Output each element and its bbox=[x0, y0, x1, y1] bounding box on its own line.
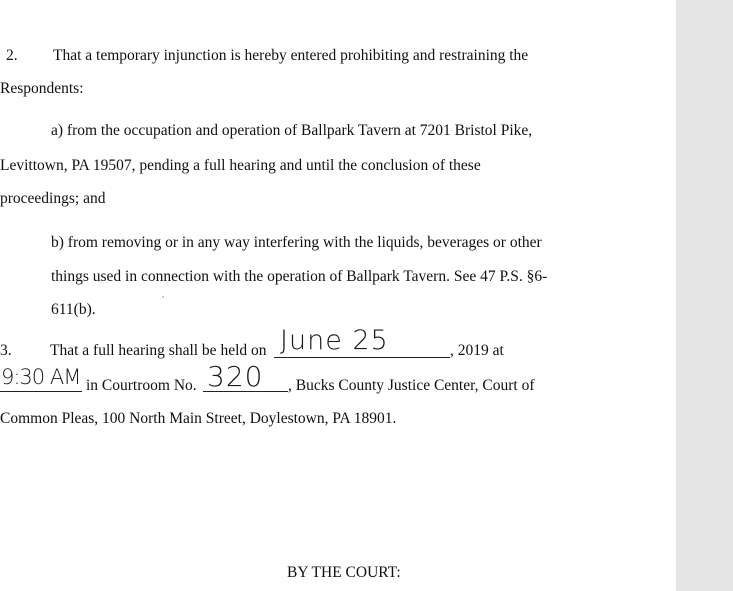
item-3-line-1-text: That a full hearing shall be held on bbox=[50, 342, 267, 359]
date-blank-underline bbox=[274, 357, 450, 358]
handwritten-hearing-date: June 25 bbox=[280, 325, 389, 356]
item-3-line-2-location: , Bucks County Justice Center, Court of bbox=[288, 377, 535, 394]
item-2a-line-1: a) from the occupation and operation of Ballpark Tavern at 7201 Bristol Pike, bbox=[51, 122, 533, 139]
item-2a-line-2: Levittown, PA 19507, pending a full hearing and until the conclusion of these bbox=[0, 157, 481, 174]
item-3-courtroom-label: in Courtroom No. bbox=[86, 377, 197, 394]
item-2a-line-3: proceedings; and bbox=[0, 190, 106, 207]
comment-margin-pane bbox=[676, 0, 733, 591]
item-3-number: 3. bbox=[0, 342, 12, 359]
item-2b-line-3: 611(b). bbox=[51, 301, 96, 318]
scan-speck bbox=[162, 296, 164, 298]
item-2b-line-1: b) from removing or in any way interfering with the liquids, beverages or other bbox=[51, 234, 542, 251]
item-2-line-2: Respondents: bbox=[0, 80, 84, 97]
handwritten-courtroom-number: 320 bbox=[207, 360, 264, 393]
time-blank-underline bbox=[0, 391, 82, 392]
item-3-line-3: Common Pleas, 100 North Main Street, Doylestown, PA 18901. bbox=[0, 410, 397, 427]
signature-block-heading: BY THE COURT: bbox=[287, 564, 401, 581]
handwritten-hearing-time: 9:30 AM bbox=[1, 365, 81, 389]
item-2-number: 2. bbox=[6, 47, 18, 64]
item-3-line-1-year: , 2019 at bbox=[450, 342, 504, 359]
item-2b-line-2: things used in connection with the operation of Ballpark Tavern. See 47 P.S. §6- bbox=[51, 268, 548, 285]
item-2-line-1: That a temporary injunction is hereby entered prohibiting and restraining the bbox=[53, 47, 529, 64]
